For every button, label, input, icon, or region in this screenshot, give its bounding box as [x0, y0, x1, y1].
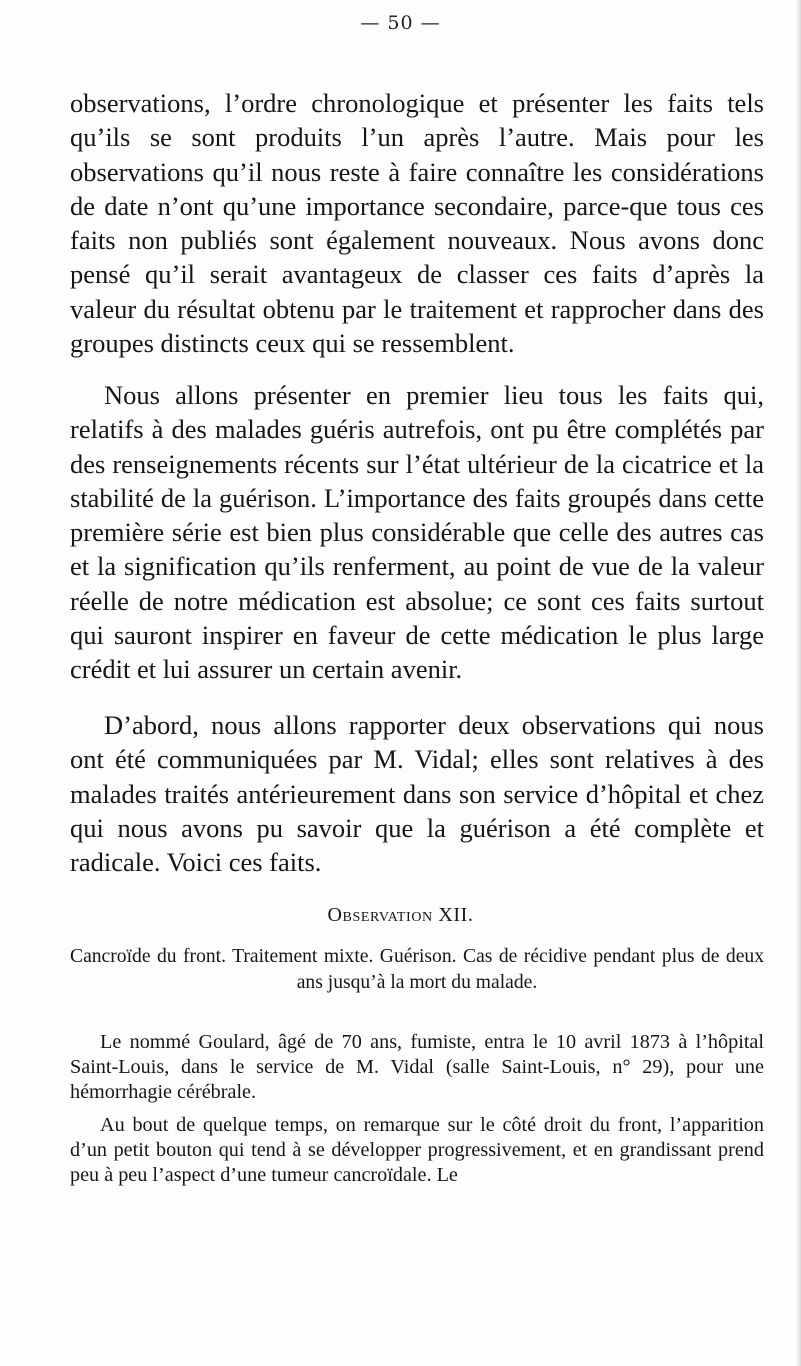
body-paragraph-1: [70, 86, 764, 360]
paragraph-text: Nous allons présenter en premier lieu tous les faits qui, relatifs à des malades guéris autrefois, ont pu être complétés par des renseignements récents sur l’état ultérieur de la cicatrice et la stabilité de la guérison. L’importance des faits groupés dans cette première série est bien plus considérable que celle des autres cas et la signification qu’ils renferment, au point de vue de la valeur réelle de notre médication est absolue; ce sont ces faits surtout qui sauront inspirer en faveur de cette médication le plus large crédit et lui assurer un certain avenir.: [70, 380, 764, 685]
observation-heading: Observation XII.: [327, 904, 474, 926]
paragraph-text: observations, l’ordre chronologique et présenter les faits tels qu’ils se sont produits l’un après l’autre. Mais pour les observations qu’il nous reste à faire connaître les considérations de date n’ont qu’une importance secondaire, parce-que tous ces faits non publiés sont également nouveaux. Nous avons donc pensé qu’il serait avantageux de classer ces faits d’après la valeur du résultat obtenu par le traitement et rapprocher dans des groupes distincts ceux qui se ressemblent.: [70, 88, 764, 359]
paragraph-text: D’abord, nous allons rapporter deux observations qui nous ont été communiquées par M. Vidal; elles sont relatives à des malades traités antérieurement dans son service d’hôpital et chez qui nous avons pu savoir que la guérison a été complète et radicale. Voici ces faits.: [70, 710, 764, 878]
page-number: — 50 —: [360, 12, 441, 34]
observation-summary: Cancroïde du front. Traitement mixte. Guérison. Cas de récidive pendant plus de deux ans jusqu’à la mort du malade.: [70, 946, 764, 993]
case-text: Le nommé Goulard, âgé de 70 ans, fumiste, entra le 10 avril 1873 à l’hôpital Saint-Louis, dans le service de M. Vidal (salle Saint-Louis, n° 29), pour une hémorrhagie cérébrale.: [70, 1031, 764, 1103]
case-paragraph-1: [70, 1030, 764, 1105]
page-edge-shadow: [795, 0, 801, 1366]
case-text: Au bout de quelque temps, on remarque sur le côté droit du front, l’apparition d’un petit bouton qui tend à se développer progressivement, et en grandissant prend peu à peu l’aspect d’une tumeur cancroïdale. Le: [70, 1114, 764, 1186]
body-paragraph-2: [70, 378, 764, 687]
case-paragraph-2: [70, 1113, 764, 1188]
body-paragraph-3: [70, 708, 764, 879]
